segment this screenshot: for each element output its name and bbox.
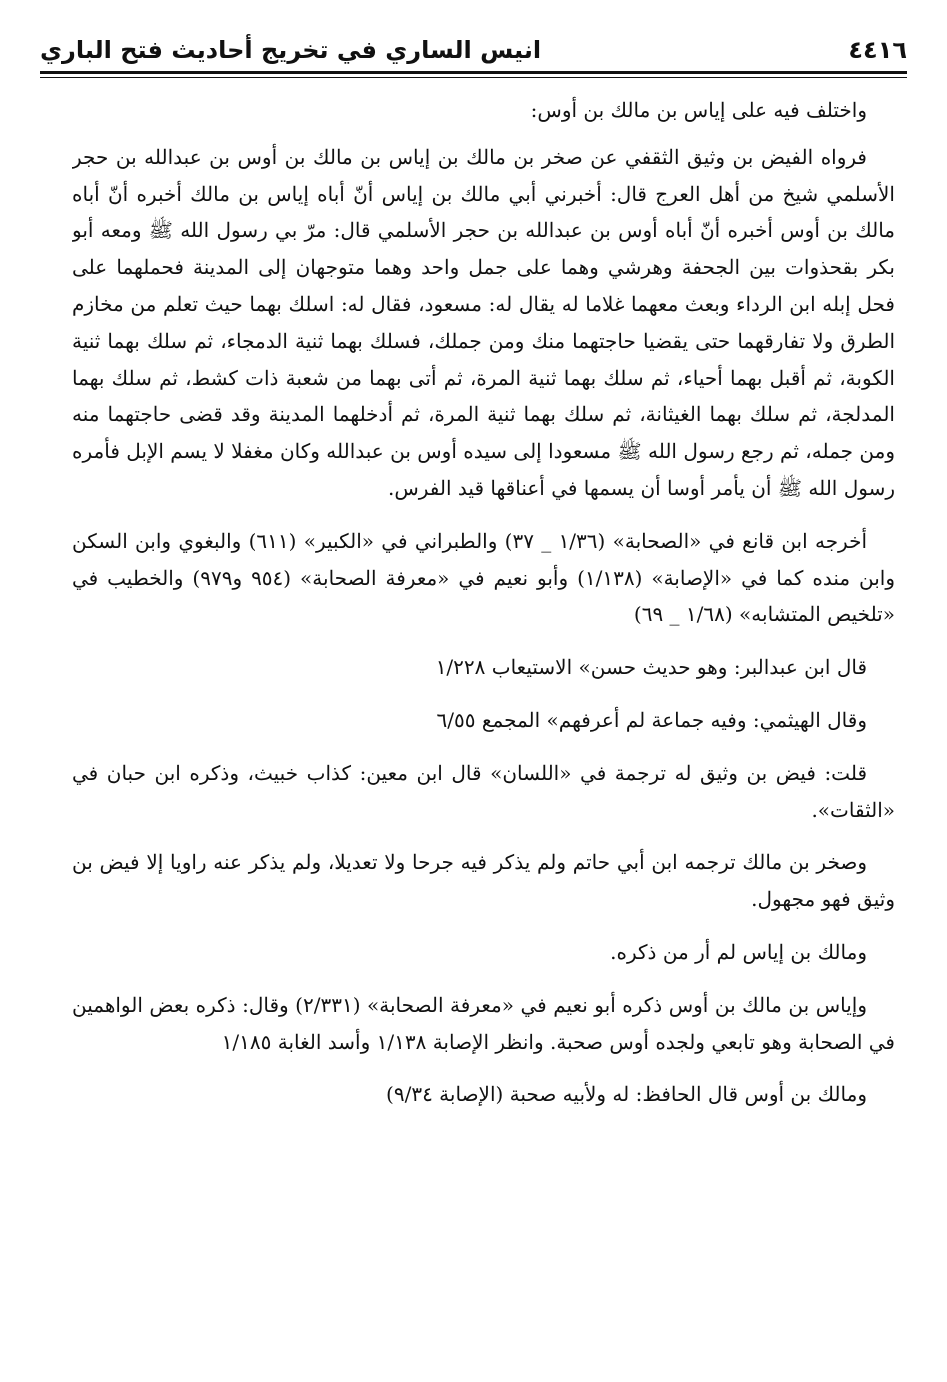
paragraph-sakhr: وصخر بن مالك ترجمه ابن أبي حاتم ولم يذكر فيه جرحا ولا تعديلا، ولم يذكر عنه راويا إلا فيض بن وثيق فهو مجهول. <box>72 850 895 912</box>
paragraph-iyas-malik: وإياس بن مالك بن أوس ذكره أبو نعيم في «معرفة الصحابة» (٢/٣٣١) وقال: ذكره بعض الواهمين في الصحابة وهو تابعي ولجده أوس صحبة. وانظر الإصابة ١/١٣٨ وأسد الغابة ١/١٨٥ <box>72 992 895 1054</box>
paragraph-malik-iyas: ومالك بن إياس لم أر من ذكره. <box>610 939 867 964</box>
paragraph-hadith-text: فرواه الفيض بن وثيق الثقفي عن صخر بن مالك بن إياس بن مالك بن أوس بن عبدالله بن حجر الأسلمي شيخ من أهل العرج قال: أخبرني أبي مالك بن إياس أنّ أباه إياس بن مالك أخبره أنّ أباه مالك بن أوس أخبره أنّ أباه أوس بن عبدالله بن حجر الأسلمي قال: مرّ بي رسول الله ﷺ ومعه أبو بكر بقحذوات بين الجحفة وهرشي وهما على جمل واحد وهما متوجهان إلى المدينة فحملهما على فحل إبله ابن الرداء وبعث معهما غلاما له يقال له: مسعود، فقال له: اسلك بهما حيث تعلم من مخازم الطرق ولا تفارقهما حتى يقضيا حاجتهما منك ومن جملك، فسلك بهما ثنية الدمجاء، ثم سلك بهما ثنية الكوبة، ثم أقبل بهما أحياء، ثم سلك بهما ثنية المرة، ثم أتى بهما من شعبة ذات كشط، ثم سلك بهما المدلجة، ثم سلك بهما الغيثانة، ثم سلك بهما ثنية المرة، ثم أدخلهما المدينة وقد قضى حاجتهما منه ومن جمله، ثم رجع رسول الله ﷺ مسعودا إلى سيده أوس بن عبدالله وكان مغفلا لا يسم الإبل فأمره رسول الله ﷺ أن يأمر أوسا أن يسمها في أعناقها قيد الفرس. <box>72 144 895 500</box>
paragraph-intro: واختلف فيه على إياس بن مالك بن أوس: <box>530 98 867 122</box>
header-rule-thick <box>40 71 907 74</box>
page-number: ٤٤١٦ <box>848 36 907 64</box>
page-header <box>40 20 907 70</box>
book-title: انيس الساري في تخريج أحاديث فتح الباري <box>40 36 542 64</box>
paragraph-malik-aws: ومالك بن أوس قال الحافظ: له ولأبيه صحبة (الإصابة ٩/٣٤) <box>386 1082 867 1107</box>
paragraph-fayd: قلت: فيض بن وثيق له ترجمة في «اللسان» قال ابن معين: كذاب خبيث، وذكره ابن حبان في «الثقات». <box>72 760 895 822</box>
header-rule-thin <box>40 77 907 78</box>
page-body <box>72 92 895 1342</box>
paragraph-haythami: وقال الهيثمي: وفيه جماعة لم أعرفهم» المجمع ٦/٥٥ <box>436 707 867 732</box>
paragraph-takhrij: أخرجه ابن قانع في «الصحابة» (١/٣٦ _ ٣٧) والطبراني في «الكبير» (٦١١) والبغوي وابن السكن وابن منده كما في «الإصابة» (١/١٣٨) وأبو نعيم في «معرفة الصحابة» (٩٥٤ و٩٧٩) والخطيب في «تلخيص المتشابه» (١/٦٨ _ ٦٩) <box>72 528 895 627</box>
paragraph-ibn-abdulbarr: قال ابن عبدالبر: وهو حديث حسن» الاستيعاب ١/٢٢٨ <box>435 655 867 680</box>
